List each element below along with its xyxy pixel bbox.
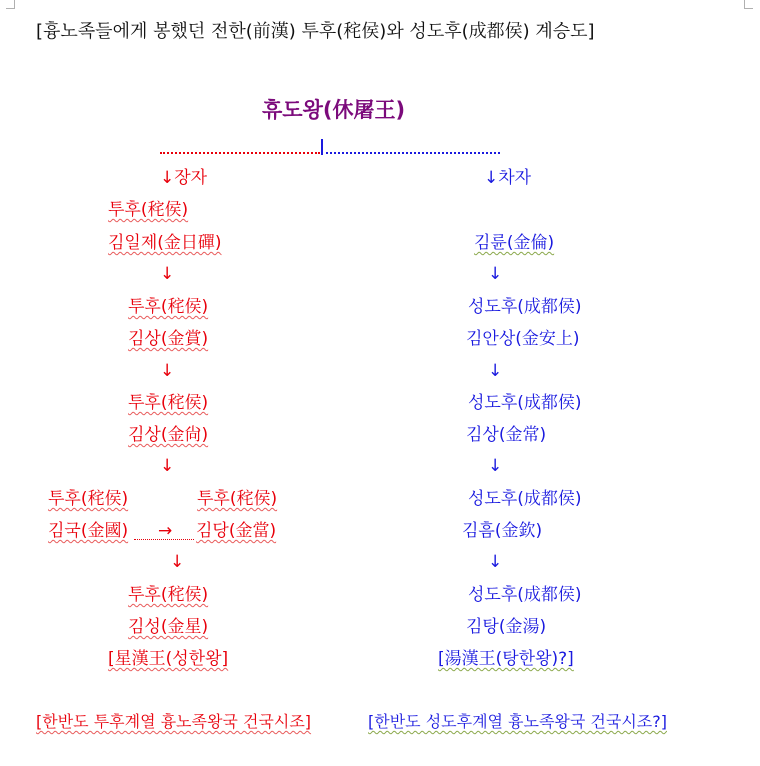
- left-arrow-4: ↓: [170, 552, 185, 572]
- left-gen4a-name: 김국(金國): [48, 521, 129, 541]
- right-gen2-title: 성도후(成都侯): [468, 297, 582, 317]
- right-gen1-name: 김륜(金倫): [474, 233, 555, 253]
- left-gen5-king: [星漢王(성한왕]: [108, 649, 229, 669]
- connector-right-dotted: [326, 152, 500, 154]
- right-arrow-4: ↓: [488, 552, 503, 572]
- connector-left-dotted: [160, 152, 320, 154]
- left-gen4a-title: 투후(秺侯): [48, 489, 129, 509]
- footer-right-caption: [한반도 성도후계열 흉노족왕국 건국시조?]: [368, 712, 667, 731]
- left-arrow-1: ↓: [160, 264, 175, 284]
- left-gen2-name: 김상(金賞): [128, 329, 209, 349]
- right-arrow-3: ↓: [488, 456, 503, 476]
- right-gen4-title: 성도후(成都侯): [468, 489, 582, 509]
- right-gen5-title: 성도후(成都侯): [468, 585, 582, 605]
- connector-center-bar: [321, 139, 323, 155]
- left-arrow-3: ↓: [160, 456, 175, 476]
- footer-left-caption: [한반도 투후계열 흉노족왕국 건국시조]: [36, 712, 312, 731]
- left-gen1-title: 투후(秺侯): [108, 200, 189, 220]
- left-gen2-title: 투후(秺侯): [128, 297, 209, 317]
- document-title: [흉노족들에게 봉했던 전한(前漢) 투후(秺侯)와 성도후(成都侯) 계승도]: [36, 21, 595, 42]
- left-gen4b-title: 투후(秺侯): [197, 489, 278, 509]
- right-arrow-1: ↓: [488, 264, 503, 284]
- left-gen4b-name: 김당(金當): [196, 521, 277, 541]
- left-arrow-2: ↓: [160, 361, 175, 381]
- root-node: 휴도왕(休屠王): [262, 98, 406, 122]
- left-gen3-title: 투후(秺侯): [128, 393, 209, 413]
- left-branch-header: ↓장자: [160, 168, 208, 188]
- left-gen3-name: 김상(金尙): [128, 425, 209, 445]
- page-corner-mark-left: [6, 0, 15, 9]
- right-arrow-2: ↓: [488, 361, 503, 381]
- right-gen5-name: 김탕(金湯): [466, 617, 547, 637]
- left-gen4-arrow: →: [158, 521, 173, 541]
- right-gen5-king: [湯漢王(탕한왕)?]: [438, 649, 574, 669]
- left-gen5-name: 김성(金星): [128, 617, 209, 637]
- right-gen4-name: 김흠(金欽): [462, 521, 543, 541]
- left-gen5-title: 투후(秺侯): [128, 585, 209, 605]
- left-gen1-name: 김일제(金日磾): [108, 233, 222, 253]
- right-gen3-name: 김상(金常): [466, 425, 547, 445]
- right-branch-header: ↓차자: [484, 168, 532, 188]
- right-gen2-name: 김안상(金安上): [466, 329, 580, 349]
- right-gen3-title: 성도후(成都侯): [468, 393, 582, 413]
- page-corner-mark-right: [744, 0, 753, 9]
